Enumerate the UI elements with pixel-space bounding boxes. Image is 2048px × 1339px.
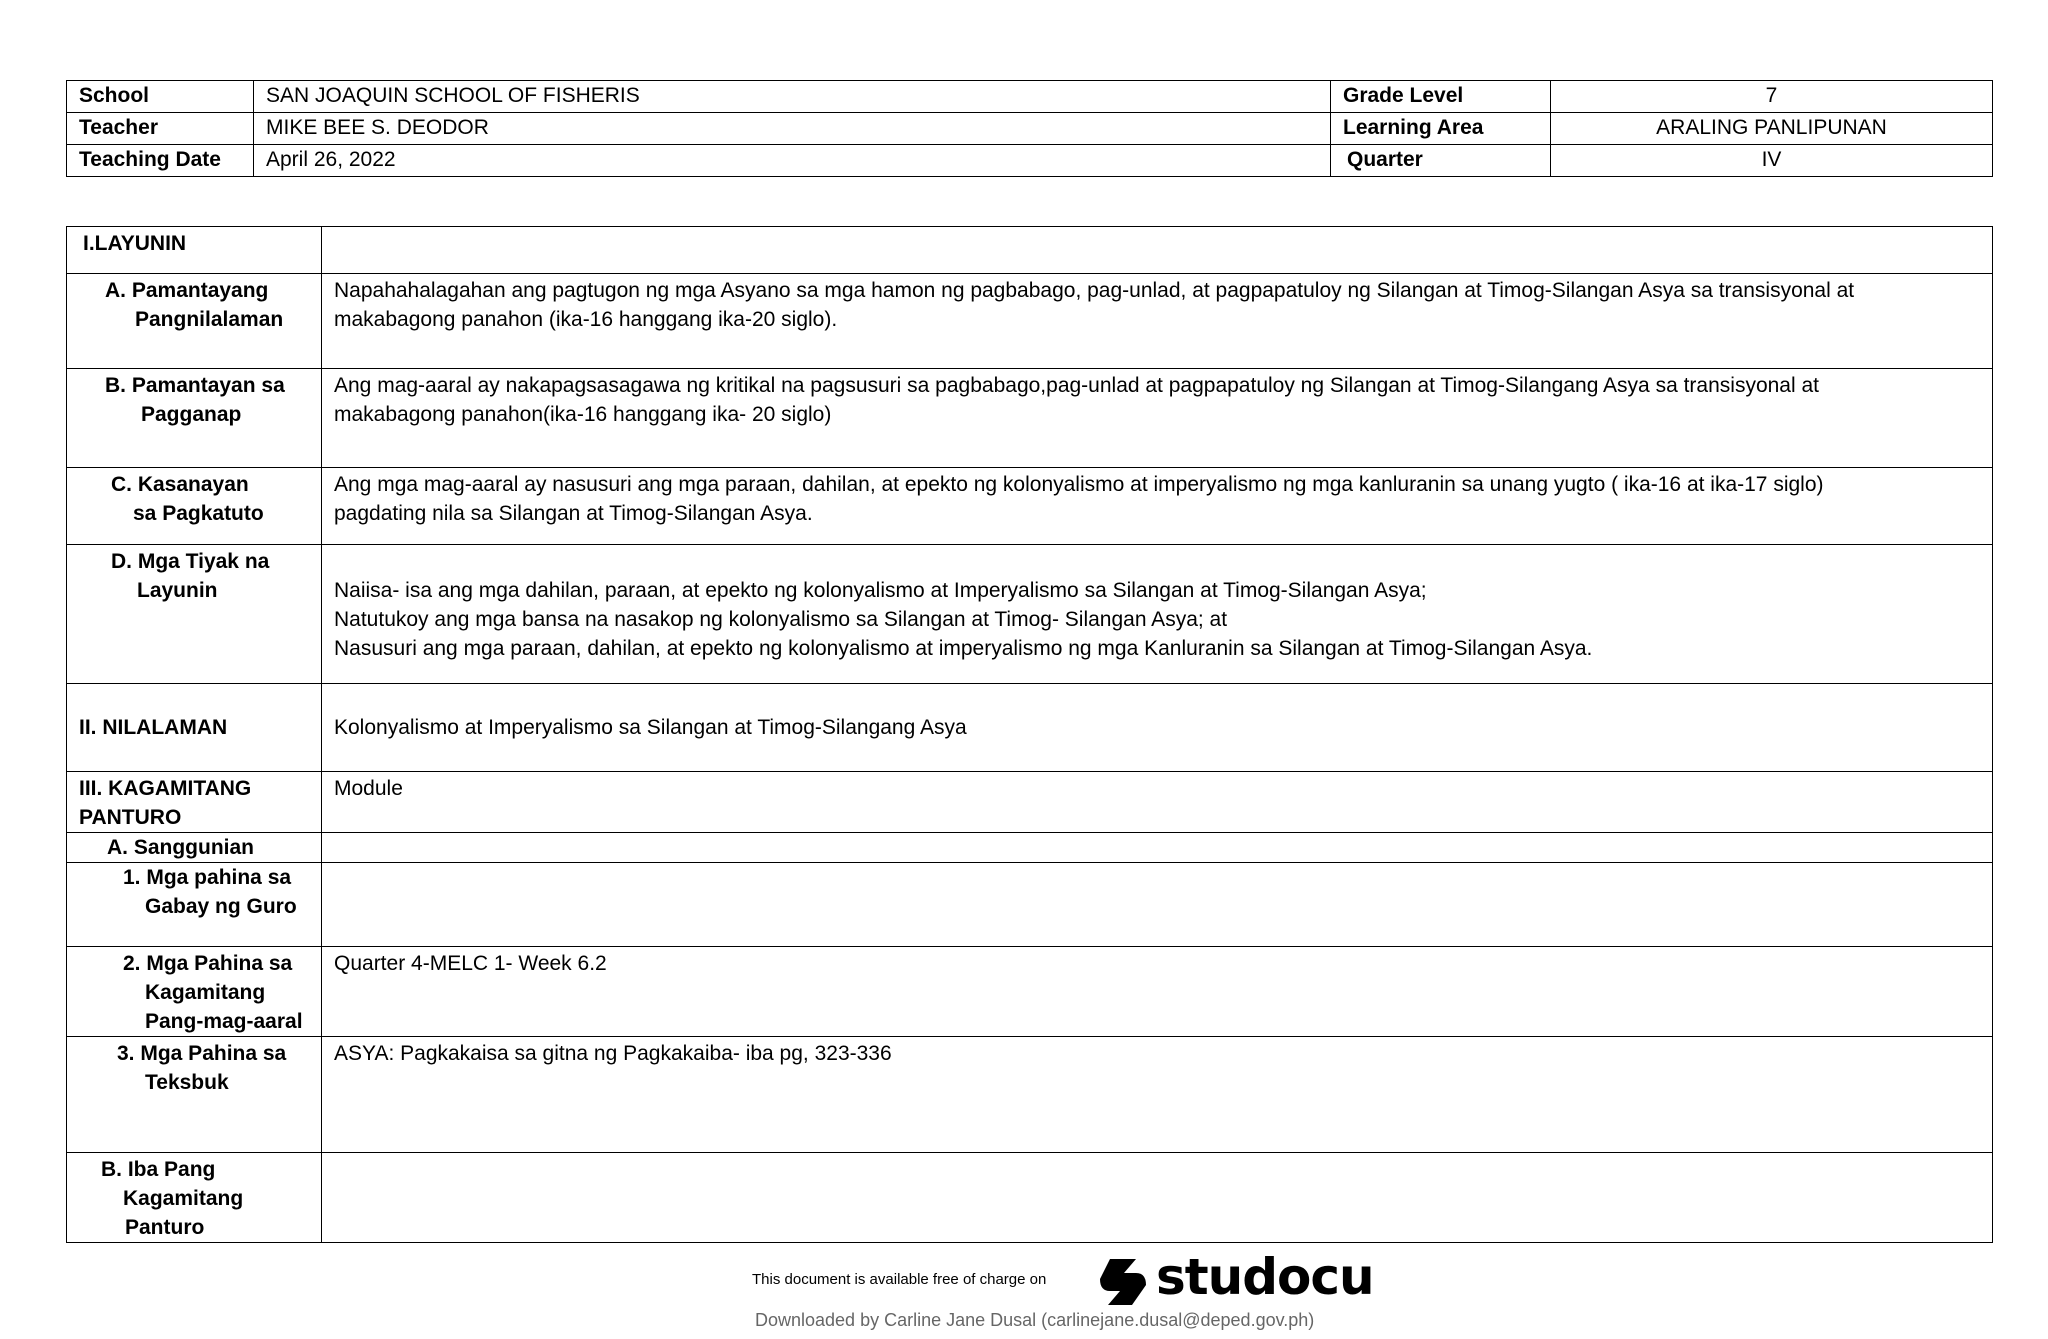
quarter-value: IV [1551, 145, 1993, 177]
row-layunin [67, 227, 1993, 274]
label-line: B. Pamantayan sa [105, 374, 285, 397]
text-line: Naiisa- isa ang mga dahilan, paraan, at epekto ng kolonyalismo at Imperyalismo sa Silangan at Timog-Silangan Asya; [334, 579, 1427, 602]
label-line: B. Iba Pang [101, 1158, 216, 1181]
teacher-label: Teacher [67, 113, 254, 145]
label-line: Layunin [137, 579, 218, 602]
kasanayan-sa-pagkatuto-label [67, 468, 322, 545]
row-kagamitang-pang-mag-aaral [67, 947, 1993, 1037]
kasanayan-sa-pagkatuto-text [322, 468, 1993, 545]
label-line: A. Pamantayang [105, 279, 269, 302]
teacher-value: MIKE BEE S. DEODOR [254, 113, 1331, 145]
school-value: SAN JOAQUIN SCHOOL OF FISHERIS [254, 81, 1331, 113]
text-line: pagdating nila sa Silangan at Timog-Silangan Asya. [334, 502, 813, 525]
label-line: Teksbuk [145, 1071, 229, 1094]
header-row-teacher [67, 113, 1993, 145]
kagamitang-pang-mag-aaral-text: Quarter 4-MELC 1- Week 6.2 [322, 947, 1993, 1037]
pamantayang-pangnilalaman-text [322, 274, 1993, 369]
studocu-logo-icon[interactable] [1096, 1255, 1150, 1309]
row-nilalaman [67, 684, 1993, 772]
label-line: 3. Mga Pahina sa [117, 1042, 287, 1065]
row-kagamitang-panturo [67, 772, 1993, 833]
footer-downloaded-text: Downloaded by Carline Jane Dusal (carlinejane.dusal@deped.gov.ph) [755, 1310, 1315, 1330]
school-label: School [67, 81, 254, 113]
footer-availability-text: This document is available free of charge on [752, 1271, 1047, 1288]
grade-level-label: Grade Level [1331, 81, 1551, 113]
tiyak-na-layunin-text [322, 545, 1993, 684]
kagamitang-panturo-label [67, 772, 322, 833]
layunin-value [322, 227, 1993, 274]
label-line: 2. Mga Pahina sa [123, 952, 293, 975]
grade-level-value: 7 [1551, 81, 1993, 113]
text-line: Napahahalagahan ang pagtugon ng mga Asyano sa mga hamon ng pagbabago, pag-unlad, at pagpapatuloy ng Silangan at Timog-Silangan Asya sa transisyonal at [334, 279, 1855, 302]
row-gabay-ng-guro [67, 863, 1993, 947]
studocu-brand[interactable]: studocu [1156, 1248, 1374, 1306]
row-teksbuk [67, 1037, 1993, 1153]
label-line: III. KAGAMITANG [79, 777, 252, 800]
nilalaman-text: Kolonyalismo at Imperyalismo sa Silangan at Timog-Silangang Asya [322, 684, 1993, 772]
gabay-ng-guro-value [322, 863, 1993, 947]
row-kasanayan-sa-pagkatuto [67, 468, 1993, 545]
iba-pang-kagamitang-panturo-label [67, 1153, 322, 1243]
row-iba-pang-kagamitang-panturo [67, 1153, 1993, 1243]
label-line: Kagamitang [145, 981, 266, 1004]
text-line: Natutukoy ang mga bansa na nasakop ng kolonyalismo sa Silangan at Timog- Silangan Asya; at [334, 608, 1228, 631]
row-tiyak-na-layunin [67, 545, 1993, 684]
label-line: Kagamitang [123, 1187, 244, 1210]
row-sanggunian [67, 833, 1993, 863]
tiyak-na-layunin-label [67, 545, 322, 684]
kagamitang-panturo-text: Module [322, 772, 1993, 833]
label-line: C. Kasanayan [111, 473, 249, 496]
teksbuk-label [67, 1037, 322, 1153]
nilalaman-label: II. NILALAMAN [67, 684, 322, 772]
label-line: PANTURO [79, 806, 182, 829]
iba-pang-kagamitang-panturo-value [322, 1153, 1993, 1243]
kagamitang-pang-mag-aaral-label [67, 947, 322, 1037]
sanggunian-value [322, 833, 1993, 863]
lesson-plan-table [66, 226, 1993, 1243]
label-line: 1. Mga pahina sa [123, 866, 292, 889]
label-line: Pang-mag-aaral [145, 1010, 303, 1033]
label-line: sa Pagkatuto [133, 502, 264, 525]
text-line: makabagong panahon (ika-16 hanggang ika-20 siglo). [334, 308, 838, 331]
row-pamantayan-sa-pagganap [67, 369, 1993, 468]
gabay-ng-guro-label [67, 863, 322, 947]
label-line: Panturo [125, 1216, 205, 1239]
text-line: Nasusuri ang mga paraan, dahilan, at epekto ng kolonyalismo at imperyalismo ng mga Kanluranin sa Silangan at Timog-Silangan Asya. [334, 637, 1593, 660]
label-line: Pagganap [141, 403, 242, 426]
teaching-date-value: April 26, 2022 [254, 145, 1331, 177]
header-table [66, 80, 1993, 177]
header-row-date [67, 145, 1993, 177]
learning-area-label: Learning Area [1331, 113, 1551, 145]
learning-area-value: ARALING PANLIPUNAN [1551, 113, 1993, 145]
text-line: Ang mag-aaral ay nakapagsasagawa ng kritikal na pagsusuri sa pagbabago,pag-unlad at pagpapatuloy ng Silangan at Timog-Silangang Asya sa transisyonal at [334, 374, 1819, 397]
layunin-label: I.LAYUNIN [67, 227, 322, 274]
text-line: makabagong panahon(ika-16 hanggang ika- 20 siglo) [334, 403, 832, 426]
text-line: Ang mga mag-aaral ay nasusuri ang mga paraan, dahilan, at epekto ng kolonyalismo at imperyalismo ng mga kanluranin sa unang yugto ( ika-16 at ika-17 siglo) [334, 473, 1824, 496]
pamantayan-sa-pagganap-label [67, 369, 322, 468]
label-line: Pangnilalaman [135, 308, 284, 331]
teaching-date-label: Teaching Date [67, 145, 254, 177]
pamantayang-pangnilalaman-label [67, 274, 322, 369]
sanggunian-label: A. Sanggunian [67, 833, 322, 863]
label-line: Gabay ng Guro [145, 895, 297, 918]
pamantayan-sa-pagganap-text [322, 369, 1993, 468]
quarter-label: Quarter [1331, 145, 1551, 177]
header-row-school [67, 81, 1993, 113]
teksbuk-text: ASYA: Pagkakaisa sa gitna ng Pagkakaiba- iba pg, 323-336 [322, 1037, 1993, 1153]
row-pamantayang-pangnilalaman [67, 274, 1993, 369]
label-line: D. Mga Tiyak na [111, 550, 270, 573]
